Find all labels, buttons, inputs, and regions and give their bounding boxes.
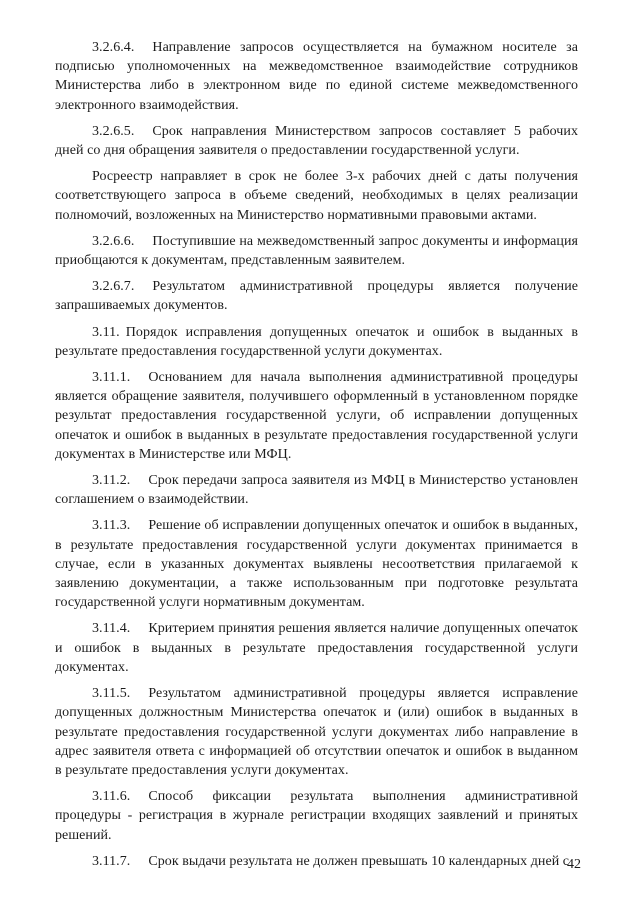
- paragraph-text: Срок передачи запроса заявителя из МФЦ в Министерство установлен соглашением о взаимодействии.: [55, 473, 578, 508]
- paragraph-3-11-4: [55, 619, 578, 677]
- paragraph-number: 3.2.6.4.: [92, 40, 135, 55]
- paragraph-number: 3.11.6.: [92, 789, 131, 805]
- paragraph-text: Росреестр направляет в срок не более 3-х рабочих дней с даты получения соответствующего запроса в объеме сведений, необходимых в целях реализации полномочий, возложенных на Министерство нормативными правовыми актами.: [55, 169, 578, 223]
- paragraph-text: Направление запросов осуществляется на бумажном носителе за подписью уполномоченных на межведомственное взаимодействие сотрудников Министерства либо в электронном виде по единой системе межведомственного электронного взаимодействия.: [55, 40, 578, 113]
- paragraph-text: Порядок исправления допущенных опечаток и ошибок в выданных в результате предоставления государственной услуги документах.: [55, 324, 578, 359]
- paragraph-number: 3.2.6.7.: [92, 279, 135, 295]
- paragraph-text: Срок выдачи результата не должен превышать 10 календарных дней с: [148, 853, 570, 869]
- paragraph-3-11-2: [55, 471, 578, 509]
- paragraph-3-11-5: [55, 684, 578, 780]
- paragraph-3-2-6-6: [55, 232, 578, 270]
- section-heading-3-11: [55, 323, 578, 361]
- paragraph-number: 3.2.6.6.: [92, 233, 135, 249]
- paragraph-number: 3.11.7.: [92, 853, 131, 869]
- paragraph-3-2-6-7: [55, 277, 578, 315]
- paragraph-number: 3.11.3.: [92, 518, 131, 534]
- paragraph-number: 3.11.1.: [92, 370, 131, 386]
- paragraph-text: Основанием для начала выполнения административной процедуры является обращение заявителя, получившего оформленный в установленном порядке результат предоставления государственной услуги, об исправлении допущенных опечаток и ошибок в выданных в результате предоставления государственной услуги документах в Министерстве или МФЦ.: [55, 370, 578, 462]
- paragraph-text: Поступившие на межведомственный запрос документы и информация приобщаются к документам, представленным заявителем.: [55, 233, 578, 269]
- paragraph-text: Срок направления Министерством запросов составляет 5 рабочих дней со дня обращения заявителя о предоставлении государственной услуги.: [55, 123, 578, 159]
- paragraph-3-2-6-5: [55, 122, 578, 160]
- paragraph-number: 3.2.6.5.: [92, 123, 135, 139]
- paragraph-text: Критерием принятия решения является наличие допущенных опечаток и ошибок в выданных в результате предоставления государственной услуги документах.: [55, 621, 578, 675]
- paragraph-text: Результатом административной процедуры является исправление допущенных должностным Министерства опечаток и (или) ошибок в выданных в результате предоставления государственной услуги документах либо направление в адрес заявителя ответа с информацией об отсутствии опечаток и ошибок в выданном в результате предоставления услуги документах.: [55, 686, 578, 778]
- paragraph-number: 3.11.4.: [92, 621, 131, 637]
- paragraph-number: 3.11.: [92, 324, 120, 340]
- paragraph-text: Решение об исправлении допущенных опечаток и ошибок в выданных, в результате предоставления государственной услуги документах принимается в случае, если в указанных документах выявлены несоответствия прилагаемой к заявлению документации, а также использованным при подготовке результата государственной услуги нормативным документам.: [55, 518, 578, 611]
- page-number: 42: [567, 857, 581, 872]
- paragraph-3-2-6-4: [55, 38, 578, 115]
- paragraph-number: 3.11.5.: [92, 686, 131, 702]
- paragraph-text: Способ фиксации результата выполнения административной процедуры - регистрация в журнале регистрации входящих заявлений и принятых решений.: [55, 789, 578, 843]
- paragraph-3-11-6: [55, 787, 578, 845]
- paragraph-text: Результатом административной процедуры является получение запрашиваемых документов.: [55, 279, 578, 314]
- paragraph-3-11-3: [55, 516, 578, 612]
- paragraph-3-11-7: [55, 852, 578, 871]
- paragraph-3-11-1: [55, 368, 578, 464]
- paragraph-number: 3.11.2.: [92, 473, 131, 489]
- document-body: [55, 38, 578, 878]
- paragraph-rosreestr: [55, 167, 578, 225]
